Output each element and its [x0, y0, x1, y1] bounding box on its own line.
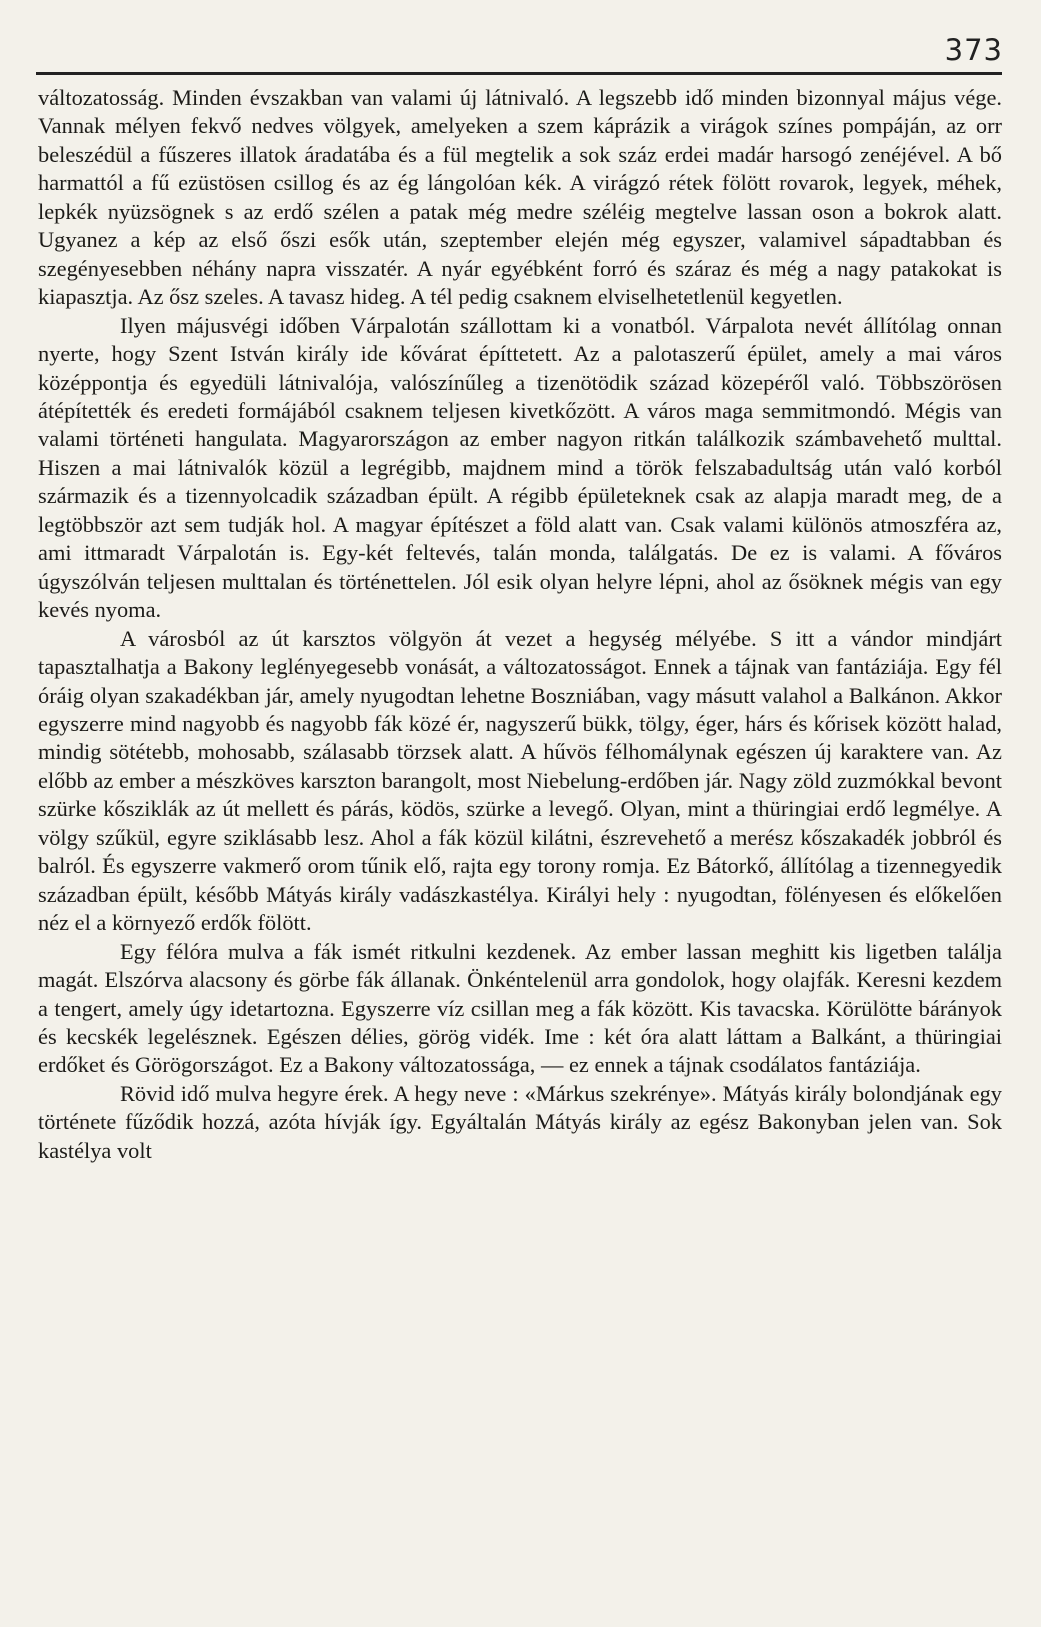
paragraph-2: Ilyen májusvégi időben Várpalotán szállottam ki a vonatból. Várpalota nevét állítólag onnan nyerte, hogy Szent István király ide kővárat építtetett. Az a palotaszerű épület, amely a mai város középpontja és egyedüli látnivalója, valószínűleg a tizenötödik század közepéről való. Többszörösen átépítették és eredeti formájából csaknem teljesen kivetkőzött. A város maga semmitmondó. Mégis van valami történeti hangulata. Magyarországon az ember nagyon ritkán találkozik számbavehető multtal. Hiszen a mai látnivalók közül a legrégibb, majdnem mind a török felszabadultság után való korból származik és a tizennyolcadik században épült. A régibb épületeknek csak az alapja maradt meg, de a legtöbbször azt sem tudják hol. A magyar építészet a föld alatt van. Csak valami különös atmoszféra az, ami ittmaradt Várpalotán is. Egy-két feltevés, talán monda, találgatás. De ez is valami. A főváros úgyszólván teljesen multtalan és történettelen. Jól esik olyan helyre lépni, ahol az ősöknek mégis van egy kevés nyoma. — [38, 312, 1002, 623]
header-rule — [36, 72, 1002, 75]
paragraph-1: változatosság. Minden évszakban van valami új látnivaló. A legszebb idő minden bizonnyal május vége. Vannak mélyen fekvő nedves völgyek, amelyeken a szem káprázik a virágok színes pompáján, az orr beleszédül a fűszeres illatok áradatába és a fül megtelik a sok száz erdei madár harsogó zenéjével. A bő harmattól a fű ezüstösen csillog és az ég lángolóan kék. A virágzó rétek fölött rovarok, legyek, méhek, lepkék nyüzsögnek s az erdő szélen a patak még medre széléig megtelve lassan oson a bokrok alatt. Ugyanez a kép az első őszi esők után, szeptember elején még egyszer, valamivel sápadtabban és szegényesebben néhány napra visszatér. A nyár egyébként forró és száraz és még a nagy patakokat is kiapasztja. Az ősz szeles. A tavasz hideg. A tél pedig csaknem elviselhetetlenül kegyetlen. — [38, 85, 1002, 310]
paragraph-3: A városból az út karsztos völgyön át vezet a hegység mélyébe. S itt a vándor mindjárt tapasztalhatja a Bakony leglényegesebb vonását, a változatosságot. Ennek a tájnak van fantáziája. Egy fél óráig olyan szakadékban jár, amely nyugodtan lehetne Boszniában, vagy másutt valahol a Balkánon. Akkor egyszerre mind nagyobb és nagyobb fák közé ér, nagyszerű bükk, tölgy, éger, hárs és kőrisek között halad, mindig sötétebb, mohosabb, szálasabb törzsek alatt. A hűvös félhomálynak egészen új karaktere van. Az előbb az ember a mészköves karszton barangolt, most Niebelung-erdőben jár. Nagy zöld zuzmókkal bevont szürke kősziklák az út mellett és párás, ködös, szürke a levegő. Olyan, mint a thüringiai erdő legmélye. A völgy szűkül, egyre sziklásabb lesz. Ahol a fák közül kilátni, észrevehető a merész kőszakadék jobbról és balról. És egyszerre vakmerő orom tűnik elő, rajta egy torony romja. Ez Bátorkő, állítólag a tizennegyedik században épült, később Mátyás király vadászkastélya. Királyi hely : nyugodtan, fölényesen és előkelően néz el a környező erdők fölött. — [38, 625, 1002, 936]
paragraph-5: Rövid idő mulva hegyre érek. A hegy neve : «Márkus szekrénye». Mátyás király bolondjának egy története fűződik hozzá, azóta hívják így. Egyáltalán Mátyás király az egész Bakonyban jelen van. Sok kastélya volt — [38, 1080, 1002, 1163]
paragraph-4: Egy félóra mulva a fák ismét ritkulni kezdenek. Az ember lassan meghitt kis ligetben találja magát. Elszórva alacsony és görbe fák állanak. Önkéntelenül arra gondolok, hogy olajfák. Keresni kezdem a tengert, amely úgy idetartozna. Egyszerre víz csillan meg a fák között. Kis tavacska. Körülötte bárányok és kecskék legelésznek. Egészen délies, görög vidék. Ime : két óra alatt láttam a Balkánt, a thüringiai erdőket és Görögországot. Ez a Bakony változatossága, — ez ennek a tájnak csodálatos fantáziája. — [38, 938, 1002, 1078]
page-number: 373 — [944, 33, 1003, 67]
page-body — [38, 84, 1002, 1165]
